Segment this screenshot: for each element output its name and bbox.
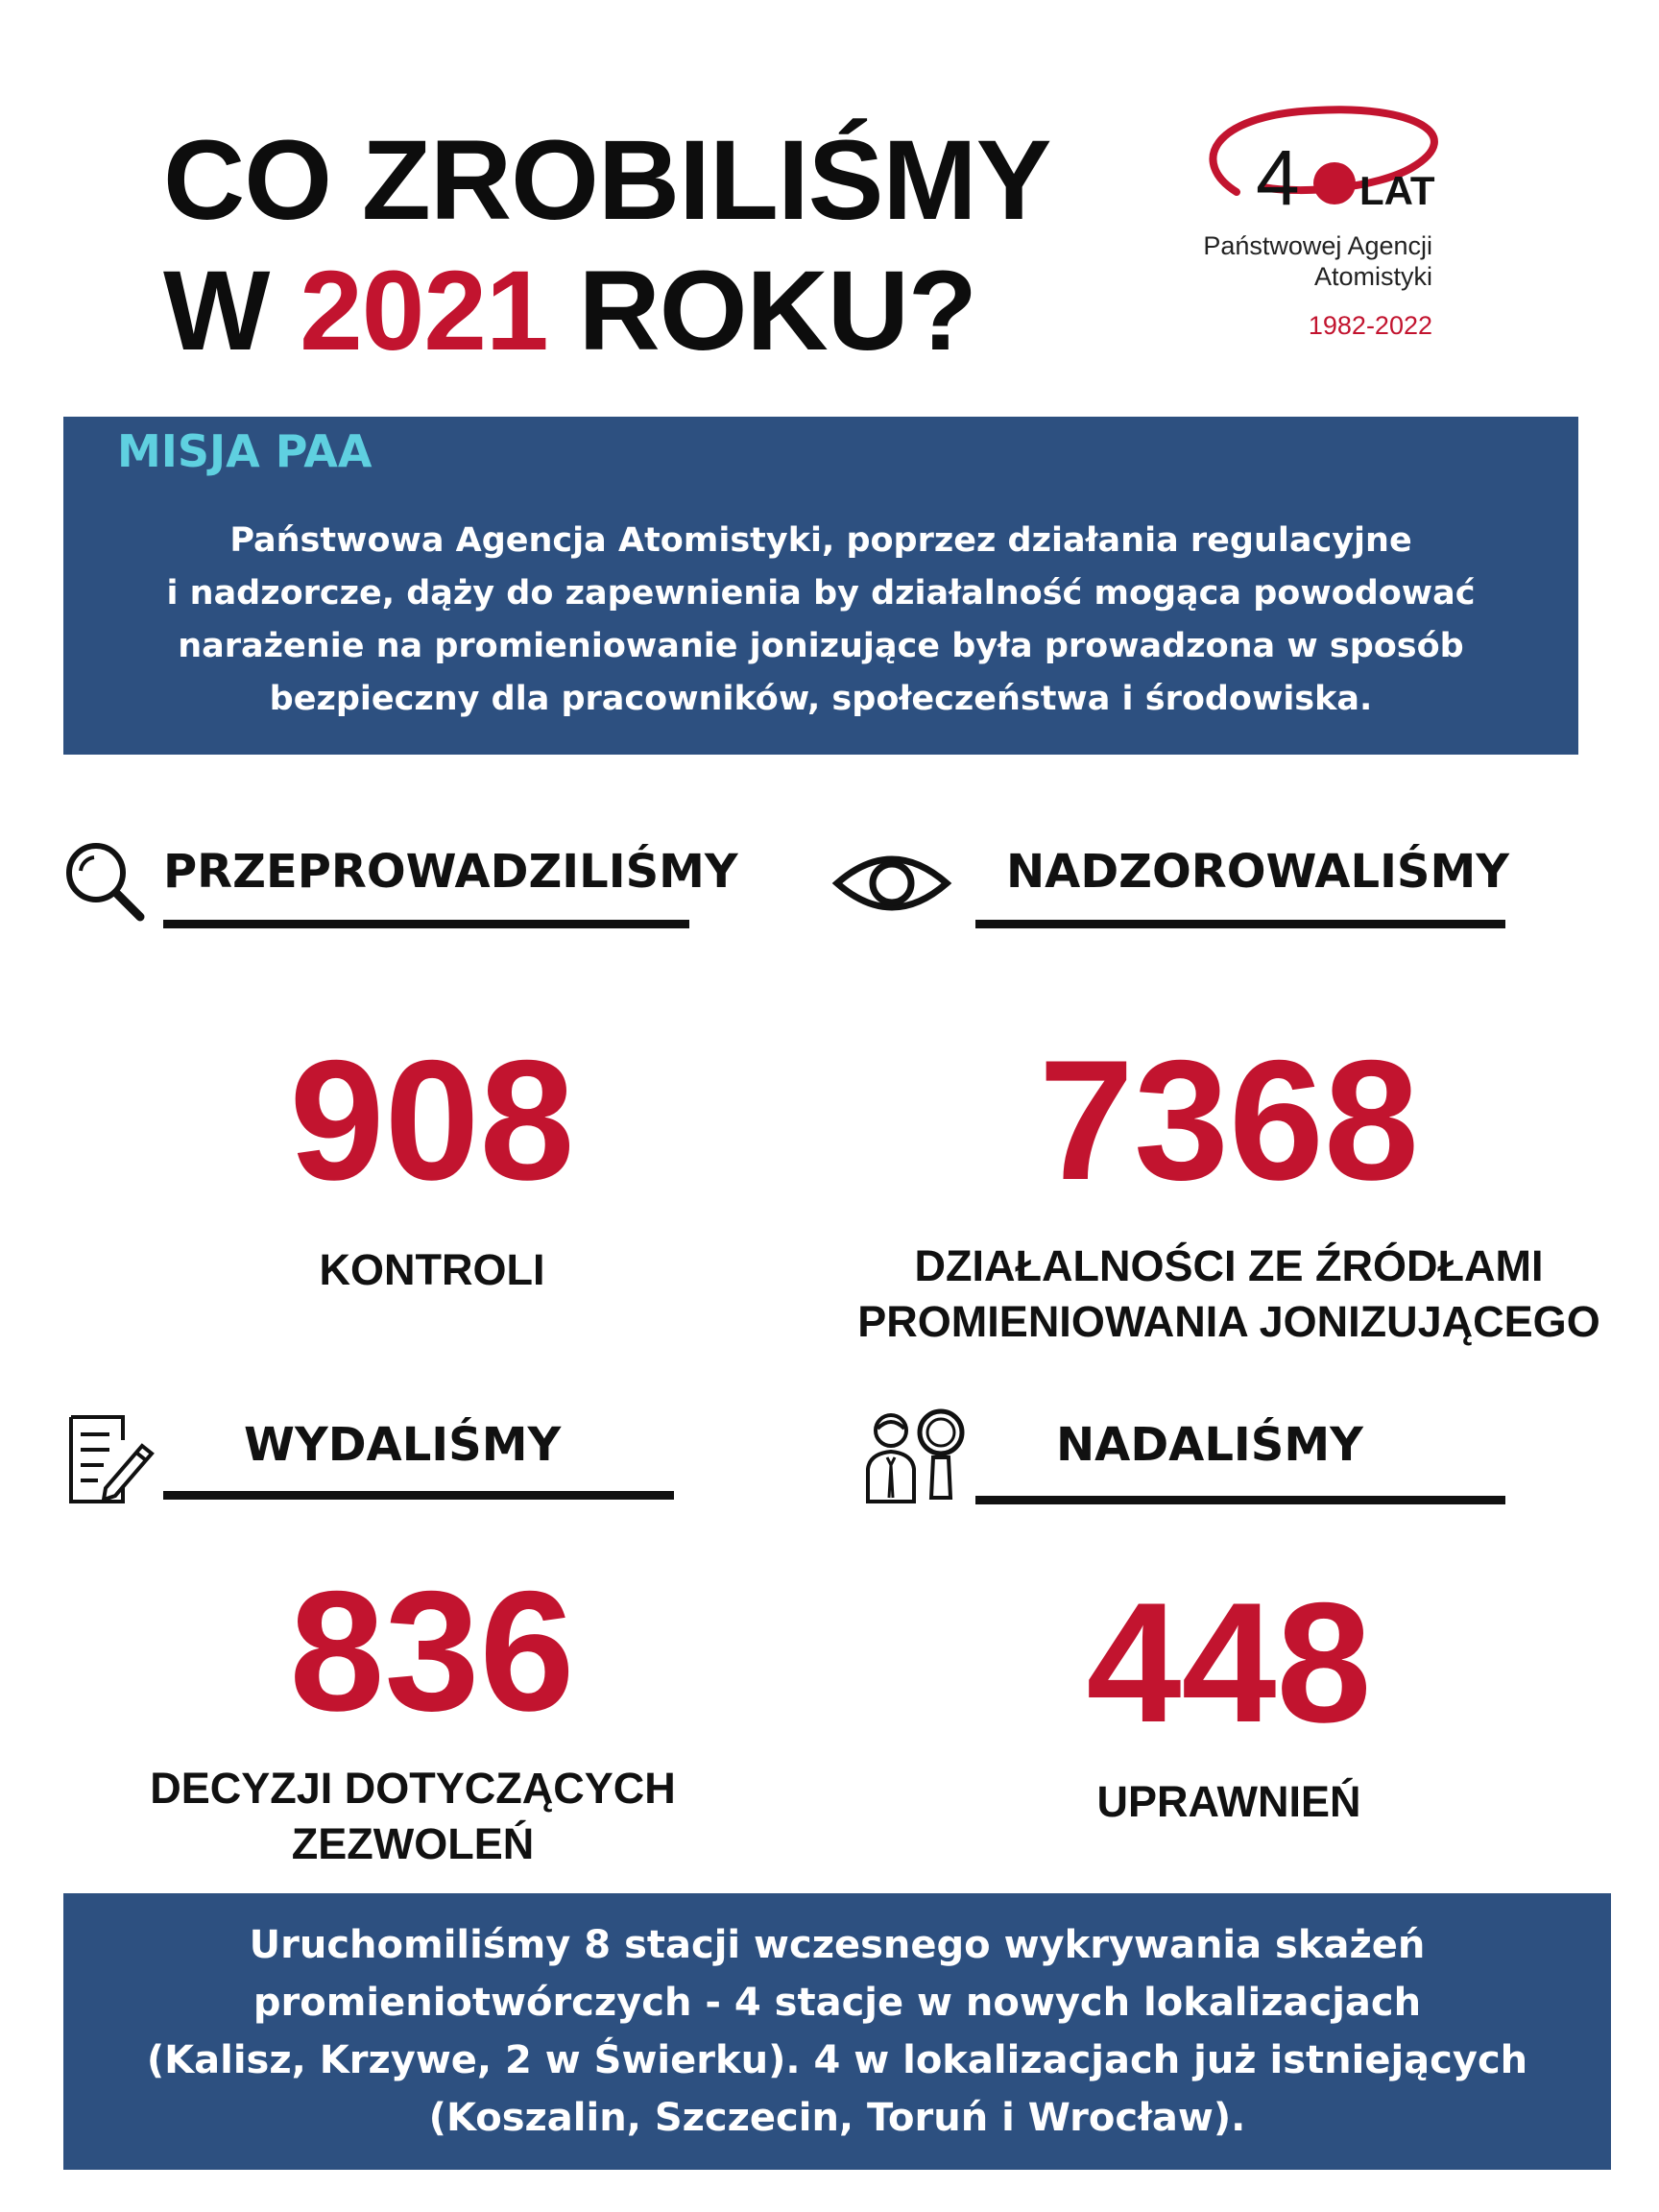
footer-line: Uruchomiliśmy 8 stacji wczesnego wykrywania skażeń bbox=[249, 1923, 1426, 1967]
heading-underline bbox=[975, 920, 1505, 928]
stat-caption bbox=[922, 1774, 1536, 1830]
stat-heading: WYDALIŚMY bbox=[244, 1418, 562, 1472]
caption-line: KONTROLI bbox=[319, 1245, 545, 1294]
logo-dot-icon bbox=[1313, 162, 1356, 204]
stat-value: 448 bbox=[1086, 1567, 1372, 1758]
logo-graphic bbox=[1181, 91, 1488, 350]
stat-value: 7368 bbox=[1039, 1024, 1419, 1215]
stat-heading: NADALIŚMY bbox=[1056, 1418, 1363, 1472]
footer-line: promieniotwórczych - 4 stacje w nowych lokalizacjach bbox=[252, 1981, 1422, 2025]
person-search-icon bbox=[864, 1402, 970, 1507]
heading-underline bbox=[975, 1496, 1505, 1504]
mission-title: MISJA PAA bbox=[117, 425, 373, 477]
logo-line-2: Atomistyki bbox=[1313, 262, 1432, 291]
logo-line-1: Państwowej Agencji bbox=[1203, 231, 1432, 260]
stat-heading: PRZEPROWADZILIŚMY bbox=[163, 845, 738, 899]
caption-line: UPRAWNIEŃ bbox=[1096, 1777, 1361, 1826]
caption-line: ZEZWOLEŃ bbox=[291, 1819, 535, 1868]
anniversary-logo bbox=[1181, 91, 1488, 350]
stat-caption bbox=[106, 1761, 720, 1872]
caption-line: DECYZJI DOTYCZĄCYCH bbox=[150, 1764, 676, 1813]
title-year: 2021 bbox=[300, 248, 548, 374]
mission-text bbox=[63, 515, 1578, 726]
stat-value: 836 bbox=[289, 1555, 575, 1746]
caption-line: DZIAŁALNOŚCI ZE ŹRÓDŁAMI bbox=[914, 1241, 1544, 1290]
page-title bbox=[163, 115, 1050, 376]
title-suffix: ROKU? bbox=[578, 248, 976, 374]
heading-underline bbox=[163, 920, 689, 928]
logo-years: 1982-2022 bbox=[1308, 311, 1432, 340]
title-line-2 bbox=[163, 246, 1050, 376]
mission-line: Państwowa Agencja Atomistyki, poprzez działania regulacyjne bbox=[229, 521, 1412, 560]
heading-underline bbox=[163, 1491, 674, 1500]
document-pencil-icon bbox=[65, 1413, 157, 1505]
footer-line: (Kalisz, Krzywe, 2 w Świerku). 4 w lokalizacjach już istniejących bbox=[146, 2038, 1528, 2082]
logo-number: 4 bbox=[1256, 134, 1300, 222]
mission-line: bezpieczny dla pracowników, społeczeństwa i środowiska. bbox=[269, 680, 1373, 718]
mission-panel bbox=[63, 417, 1578, 755]
logo-mark-text: LAT bbox=[1359, 168, 1435, 213]
stat-value: 908 bbox=[289, 1024, 575, 1215]
mission-line: narażenie na promieniowanie jonizujące była prowadzona w sposób bbox=[178, 627, 1464, 665]
title-line-1: CO ZROBILIŚMY bbox=[163, 117, 1051, 244]
stat-caption bbox=[144, 1242, 720, 1298]
stat-heading: NADZOROWALIŚMY bbox=[1006, 845, 1510, 899]
caption-line: PROMIENIOWANIA JONIZUJĄCEGO bbox=[857, 1297, 1600, 1346]
footer-text bbox=[63, 1916, 1611, 2147]
eye-icon bbox=[831, 845, 952, 922]
mission-line: i nadzorcze, dąży do zapewnienia by działalność mogąca powodować bbox=[166, 574, 1476, 613]
magnifier-icon bbox=[61, 838, 148, 925]
stat-caption bbox=[826, 1238, 1632, 1350]
title-prefix: W bbox=[163, 248, 270, 374]
footer-line: (Koszalin, Szczecin, Toruń i Wrocław). bbox=[428, 2096, 1246, 2140]
footer-panel bbox=[63, 1893, 1611, 2170]
